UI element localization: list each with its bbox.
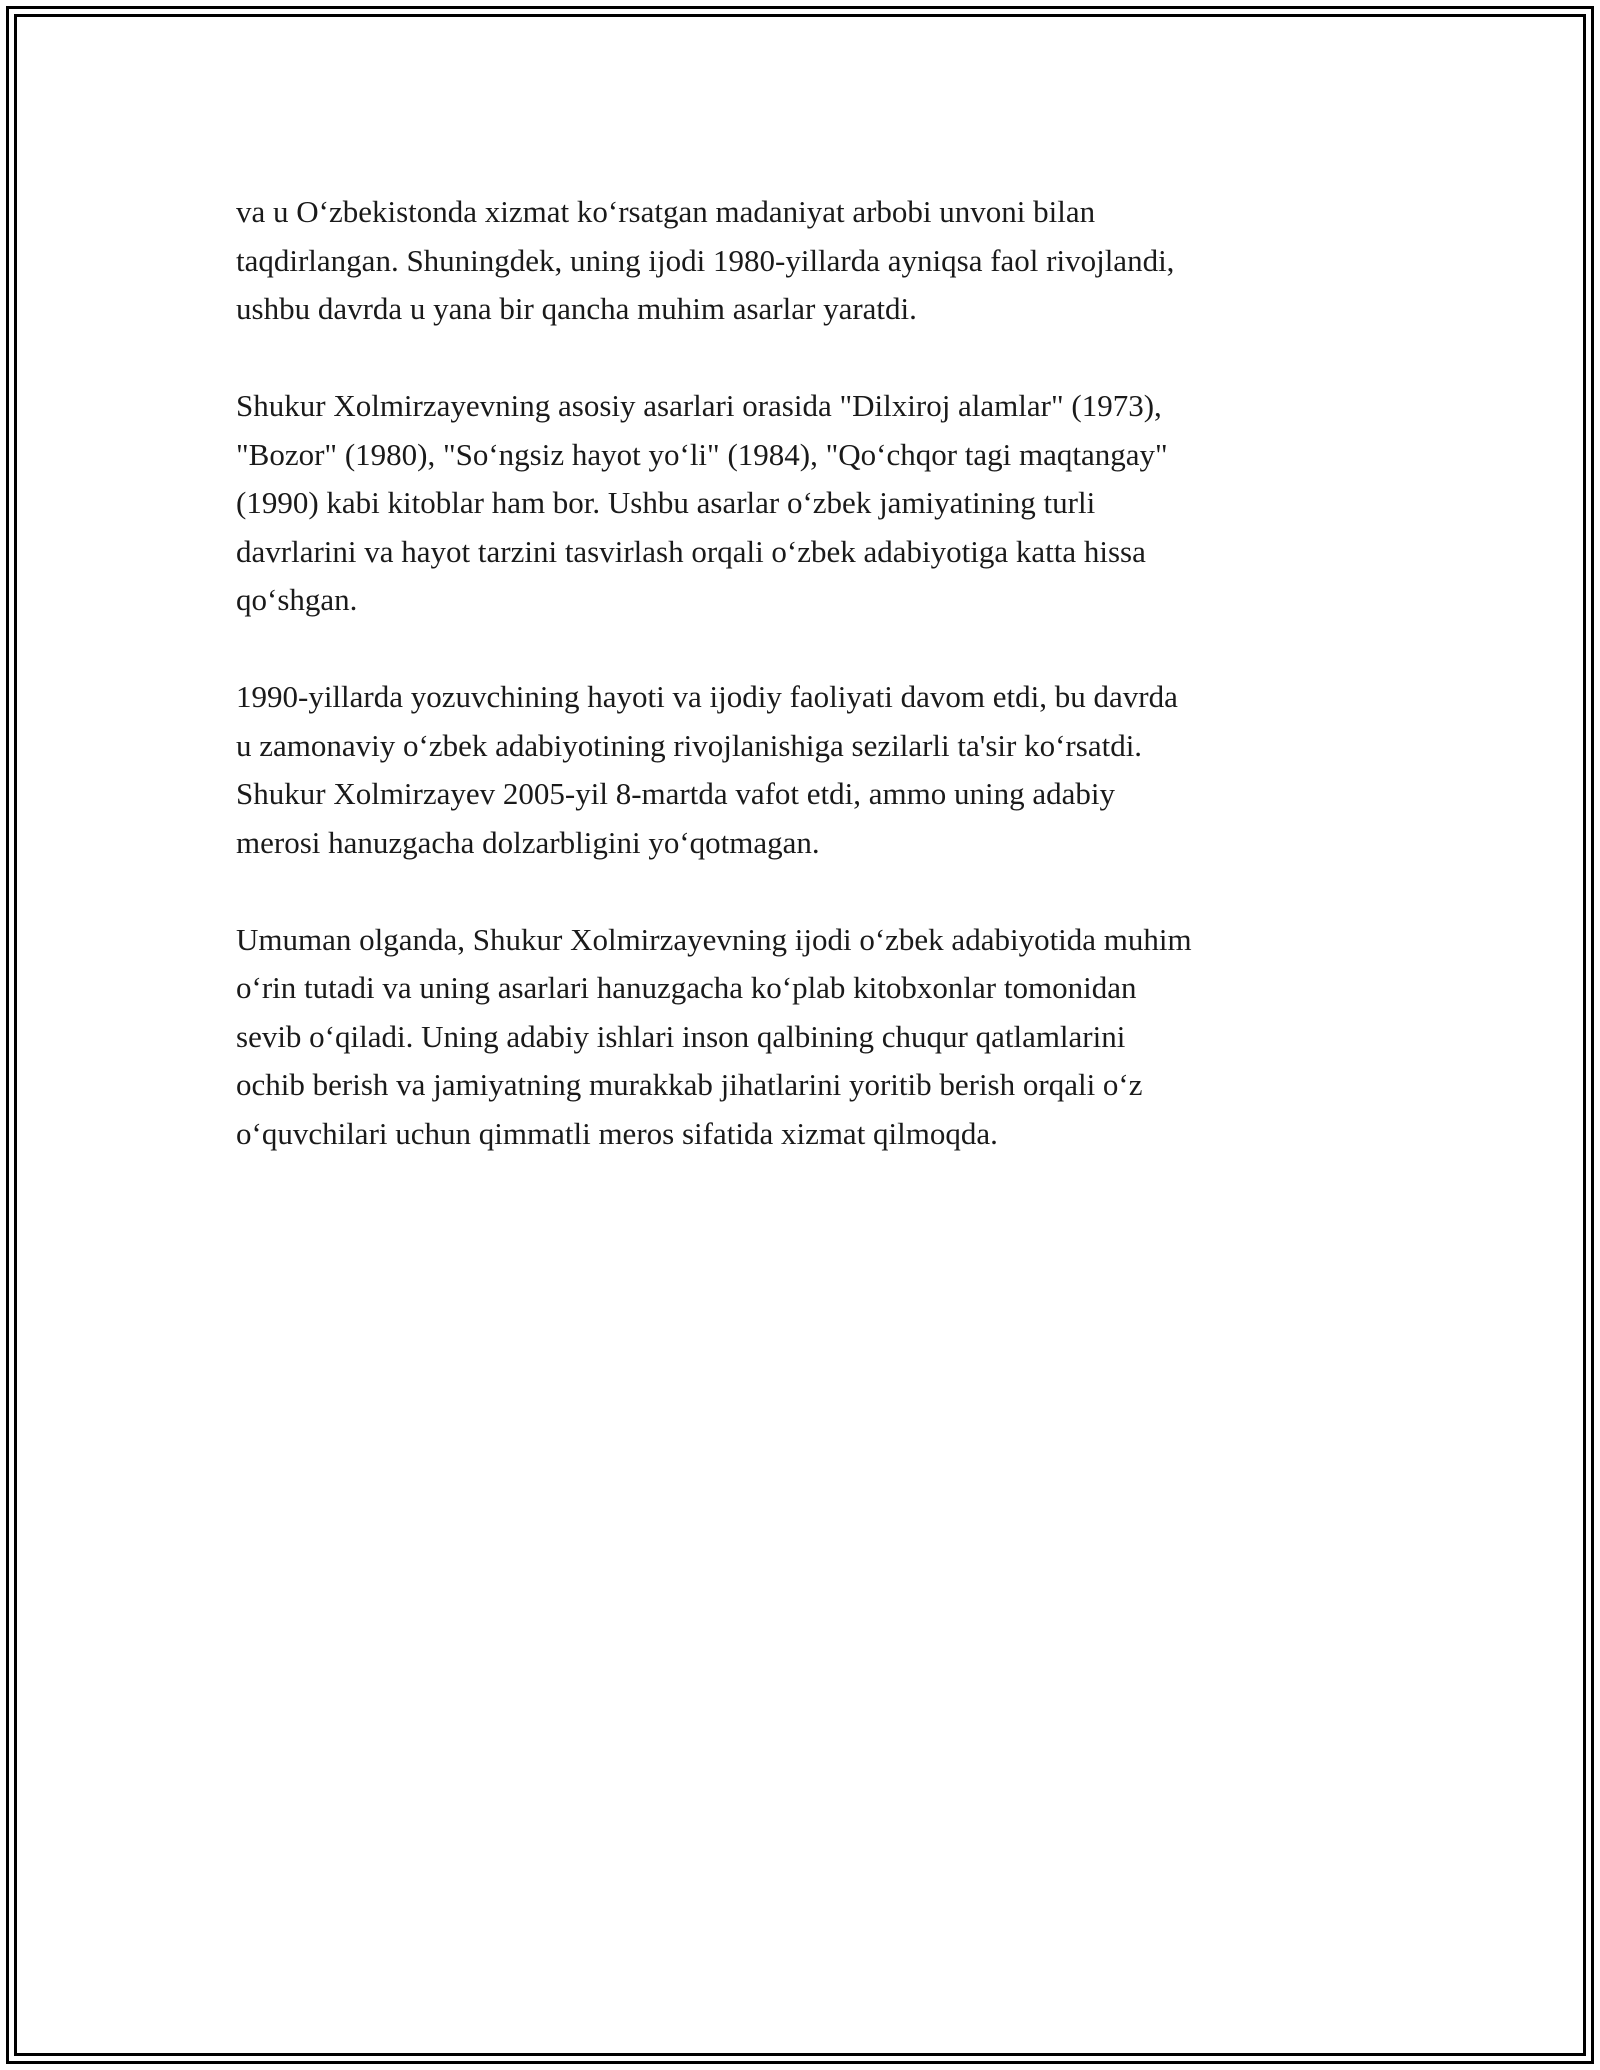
- paragraph-3: [236, 673, 1396, 867]
- paragraph-line: ochib berish va jamiyatning murakkab jihatlarini yoritib berish orqali o‘z: [236, 1067, 1143, 1102]
- paragraph-line: davrlarini va hayot tarzini tasvirlash orqali o‘zbek adabiyotiga katta hissa: [236, 533, 1146, 569]
- paragraph-line: Shukur Xolmirzayev 2005-yil 8-martda vafot etdi, ammo uning adabiy: [236, 776, 1115, 811]
- paragraph-line: o‘rin tutadi va uning asarlari hanuzgacha ko‘plab kitobxonlar tomonidan: [236, 970, 1137, 1005]
- paragraph-line: Umuman olganda, Shukur Xolmirzayevning ijodi o‘zbek adabiyotida muhim: [236, 921, 1192, 957]
- paragraph-line: (1990) kabi kitoblar ham bor. Ushbu asarlar o‘zbek jamiyatining turli: [236, 485, 1096, 520]
- paragraph-line: sevib o‘qiladi. Uning adabiy ishlari inson qalbining chuqur qatlamlarini: [236, 1018, 1126, 1054]
- paragraph-4: [236, 916, 1396, 1159]
- paragraph-line: qo‘shgan.: [236, 582, 358, 617]
- paragraph-1: [236, 188, 1396, 334]
- paragraph-line: 1990-yillarda yozuvchining hayoti va ijodiy faoliyati davom etdi, bu davrda: [236, 679, 1178, 714]
- paragraph-line: o‘quvchilari uchun qimmatli meros sifatida xizmat qilmoqda.: [236, 1115, 998, 1151]
- paragraph-line: va u O‘zbekistonda xizmat ko‘rsatgan madaniyat arbobi unvoni bilan: [236, 194, 1096, 229]
- paragraph-line: taqdirlangan. Shuningdek, uning ijodi 1980-yillarda ayniqsa faol rivojlandi,: [236, 242, 1175, 278]
- paragraph-line: merosi hanuzgacha dolzarbligini yo‘qotmagan.: [236, 824, 820, 860]
- paragraph-line: "Bozor" (1980), "So‘ngsiz hayot yo‘li" (1984), "Qo‘chqor tagi maqtangay": [236, 436, 1168, 472]
- paragraph-line: Shukur Xolmirzayevning asosiy asarlari orasida "Dilxiroj alamlar" (1973),: [236, 388, 1162, 423]
- document-body: [236, 188, 1396, 1207]
- paragraph-2: [236, 382, 1396, 625]
- paragraph-line: ushbu davrda u yana bir qancha muhim asarlar yaratdi.: [236, 291, 917, 326]
- paragraph-line: u zamonaviy o‘zbek adabiyotining rivojlanishiga sezilarli ta'sir ko‘rsatdi.: [236, 727, 1143, 763]
